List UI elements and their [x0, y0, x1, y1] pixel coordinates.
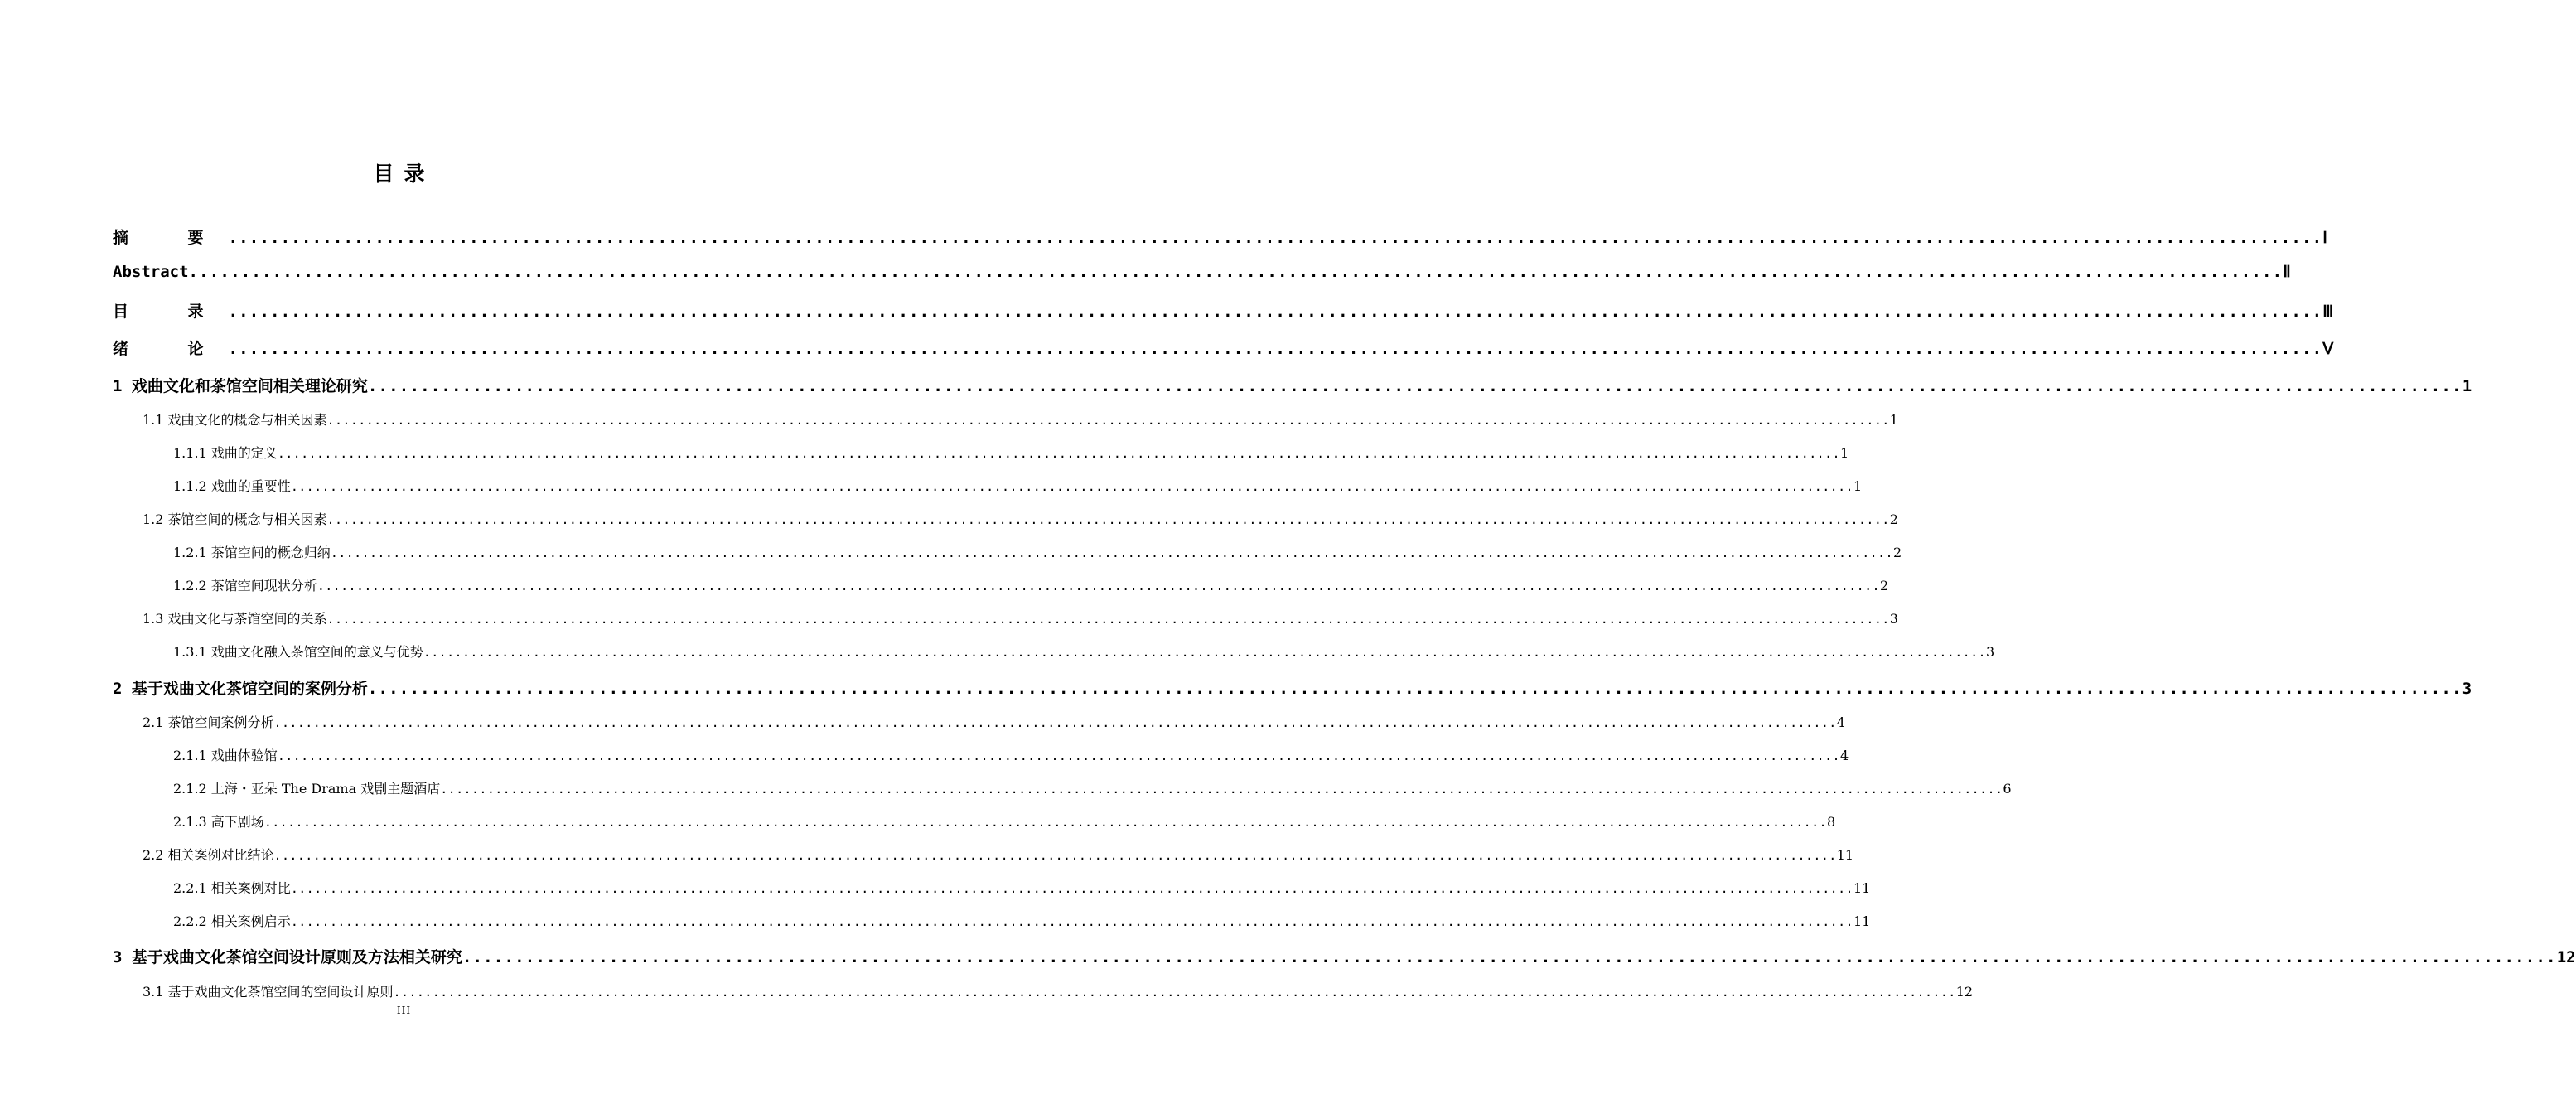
toc-leader-dots: ........................................................................................................................................................................................................ [290, 881, 1853, 896]
toc-entry[interactable] [113, 374, 2472, 396]
toc-entry-page: 2 [1892, 545, 1902, 560]
toc-entry-label: 2.1 茶馆空间案例分析 [143, 714, 274, 730]
toc-entry-page: 11 [1853, 880, 1871, 896]
toc-leader-dots: ........................................................................................................................................................................................................ [273, 715, 1837, 730]
toc-leader-dots: ........................................................................................................................................................................................................ [228, 340, 2323, 358]
toc-entry-label: 3 基于戏曲文化茶馆空间设计原则及方法相关研究 [113, 948, 462, 966]
toc-entry-page: 3 [1985, 644, 1995, 660]
toc-entry-label: 1.1 戏曲文化的概念与相关因素 [143, 412, 327, 428]
toc-entry-label: 2.2.1 相关案例对比 [173, 880, 291, 896]
toc-entry-label: Abstract [113, 263, 189, 281]
toc-entry-page: Ⅲ [2322, 303, 2334, 321]
toc-leader-dots: ........................................................................................................................................................................................................ [462, 948, 2557, 966]
toc-entry[interactable] [143, 509, 1898, 528]
toc-entry[interactable] [173, 745, 1849, 764]
toc-leader-dots: ........................................................................................................................................................................................................ [228, 303, 2323, 321]
toc-entry-label: 1 戏曲文化和茶馆空间相关理论研究 [113, 377, 368, 395]
toc-entry-page: Ⅴ [2322, 340, 2334, 358]
toc-leader-dots: ........................................................................................................................................................................................................ [367, 377, 2462, 395]
toc-entry-page: 6 [2003, 781, 2012, 797]
toc-entry[interactable] [173, 575, 1889, 594]
toc-entry-page: 1 [1839, 445, 1849, 461]
toc-entry-label: 3.1 基于戏曲文化茶馆空间的空间设计原则 [143, 984, 394, 1000]
toc-entry-label: 2.2 相关案例对比结论 [143, 847, 274, 863]
toc-entry-label: 2 基于戏曲文化茶馆空间的案例分析 [113, 680, 368, 698]
toc-entry[interactable] [143, 712, 1845, 731]
toc-entry[interactable] [173, 878, 1871, 897]
toc-leader-dots: ........................................................................................................................................................................................................ [273, 848, 1837, 863]
toc-entry[interactable] [173, 443, 1849, 462]
toc-entry-label: 1.2 茶馆空间的概念与相关因素 [143, 511, 327, 527]
toc-entry[interactable] [113, 676, 2472, 699]
toc-leader-dots: ........................................................................................................................................................................................................ [228, 229, 2323, 247]
toc-entry-page: 8 [1826, 814, 1836, 830]
toc-entry[interactable] [113, 263, 2291, 281]
toc-entry-page: Ⅱ [2283, 263, 2291, 281]
toc-entry[interactable] [143, 608, 1898, 627]
toc-leader-dots: ........................................................................................................................................................................................................ [367, 680, 2462, 698]
toc-leader-dots: ........................................................................................................................................................................................................ [317, 579, 1880, 593]
toc-entry-page: 3 [2462, 680, 2472, 698]
toc-leader-dots: ........................................................................................................................................................................................................ [393, 985, 1956, 1000]
toc-entry[interactable] [173, 778, 2012, 797]
toc-entry-page: 2 [1879, 578, 1889, 593]
toc-entry-label: 1.1.2 戏曲的重要性 [173, 478, 291, 494]
toc-entry-label: 2.1.2 上海・亚朵 The Drama 戏剧主题酒店 [173, 781, 441, 797]
toc-entry[interactable] [113, 225, 2327, 248]
toc-entry-label: 2.2.2 相关案例启示 [173, 913, 291, 929]
toc-leader-dots: ........................................................................................................................................................................................................ [290, 914, 1853, 929]
toc-entry[interactable] [113, 337, 2334, 359]
toc-entry-page: Ⅰ [2322, 229, 2327, 247]
toc-entry-page: 2 [1889, 511, 1898, 527]
toc-entry[interactable] [113, 945, 2576, 967]
toc-entry[interactable] [113, 299, 2334, 322]
toc-entry-page: 11 [1836, 847, 1854, 863]
toc-entry-page: 3 [1889, 611, 1898, 627]
toc-entry-label: 1.3.1 戏曲文化融入茶馆空间的意义与优势 [173, 644, 423, 660]
toc-entry-page: 11 [1853, 913, 1871, 929]
toc-entry-page: 12 [2556, 948, 2576, 966]
toc-entry[interactable] [173, 811, 1836, 831]
toc-entry-label: 2.1.3 高下剧场 [173, 814, 264, 830]
toc-leader-dots: ........................................................................................................................................................................................................ [277, 446, 1840, 461]
toc-entry-page: 4 [1839, 748, 1849, 763]
toc-title: 目录 [373, 162, 435, 186]
page-number: III [396, 1005, 412, 1016]
toc-entry[interactable] [173, 542, 1902, 561]
toc-entry-label: 目 录 [113, 303, 229, 321]
toc-entry-page: 1 [1889, 412, 1898, 428]
toc-entry[interactable] [143, 981, 1974, 1000]
toc-entry-page: 1 [2462, 377, 2472, 395]
toc-entry-label: 2.1.1 戏曲体验馆 [173, 748, 278, 763]
toc-entry-label: 1.2.1 茶馆空间的概念归纳 [173, 545, 331, 560]
toc-leader-dots: ........................................................................................................................................................................................................ [326, 413, 1890, 428]
toc-entry-label: 1.2.2 茶馆空间现状分析 [173, 578, 317, 593]
toc-leader-dots: ........................................................................................................................................................................................................ [326, 512, 1890, 527]
toc-entry-label: 1.1.1 戏曲的定义 [173, 445, 278, 461]
toc-entry[interactable] [173, 476, 1863, 495]
toc-leader-dots: ........................................................................................................................................................................................................ [290, 479, 1853, 494]
toc-entry-label: 绪 论 [113, 340, 229, 358]
toc-leader-dots: ........................................................................................................................................................................................................ [277, 748, 1840, 763]
toc-entry[interactable] [143, 409, 1898, 429]
toc-entry-label: 摘 要 [113, 229, 229, 247]
toc-entry-label: 1.3 戏曲文化与茶馆空间的关系 [143, 611, 327, 627]
toc-leader-dots: ........................................................................................................................................................................................................ [330, 545, 1893, 560]
toc-entry[interactable] [173, 642, 1995, 661]
toc-leader-dots: ........................................................................................................................................................................................................ [263, 815, 1827, 830]
toc-leader-dots: ........................................................................................................................................................................................................ [440, 782, 2003, 797]
toc-entry-page: 4 [1836, 714, 1845, 730]
toc-leader-dots: ........................................................................................................................................................................................................ [423, 645, 1986, 660]
toc-entry-page: 1 [1853, 478, 1863, 494]
toc-entry-page: 12 [1955, 984, 1974, 1000]
toc-leader-dots: ........................................................................................................................................................................................................ [188, 263, 2284, 281]
toc-entry[interactable] [173, 911, 1871, 930]
toc-leader-dots: ........................................................................................................................................................................................................ [326, 612, 1890, 627]
toc-entry[interactable] [143, 845, 1854, 864]
